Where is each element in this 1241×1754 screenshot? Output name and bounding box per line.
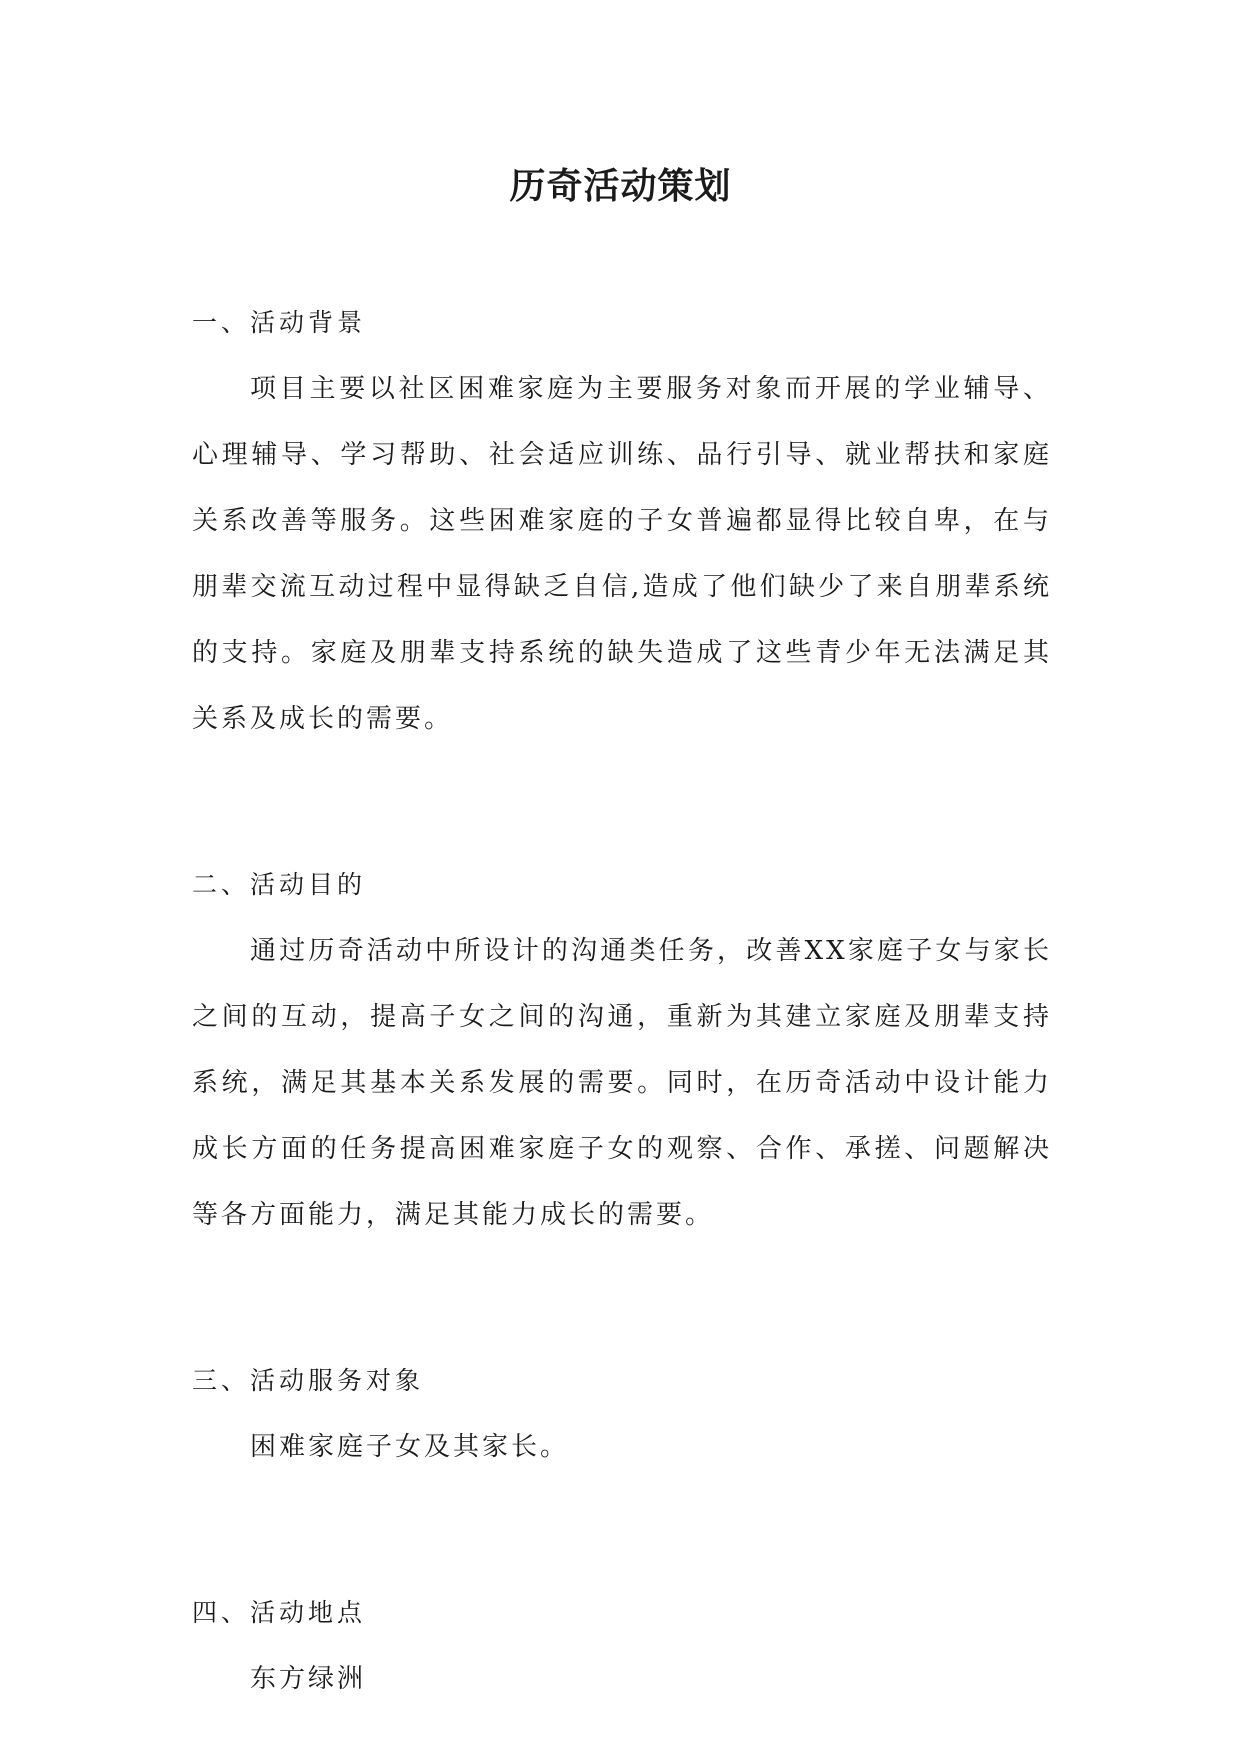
section-heading: 四、活动地点 — [192, 1598, 367, 1627]
section-target — [192, 1348, 1052, 1480]
section-paragraph: 项目主要以社区困难家庭为主要服务对象而开展的学业辅导、心理辅导、学习帮助、社会适应训练、品行引导、就业帮扶和家庭关系改善等服务。这些困难家庭的子女普遍都显得比较自卑，在与朋辈交流互动过程中显得缺乏自信,造成了他们缺少了来自朋辈系统的支持。家庭及朋辈支持系统的缺失造成了这些青少年无法满足其关系及成长的需要。 — [192, 374, 1052, 734]
spacer — [192, 1480, 1052, 1546]
section-background — [192, 290, 1052, 752]
spacer — [192, 1314, 1052, 1348]
section-paragraph: 东方绿洲 — [250, 1664, 367, 1694]
section-purpose — [192, 852, 1052, 1248]
spacer — [192, 818, 1052, 852]
section-location — [192, 1580, 1052, 1712]
section-heading: 三、活动服务对象 — [192, 1366, 425, 1395]
section-paragraph: 困难家庭子女及其家长。 — [250, 1432, 570, 1462]
section-heading: 二、活动目的 — [192, 870, 367, 899]
spacer — [192, 752, 1052, 818]
section-heading: 一、活动背景 — [192, 308, 367, 337]
spacer — [192, 1248, 1052, 1314]
section-paragraph: 通过历奇活动中所设计的沟通类任务，改善XX家庭子女与家长之间的互动，提高子女之间的沟通，重新为其建立家庭及朋辈支持系统，满足其基本关系发展的需要。同时，在历奇活动中设计能力成长方面的任务提高困难家庭子女的观察、合作、承搓、问题解决等各方面能力，满足其能力成长的需要。 — [192, 936, 1052, 1230]
document-title: 历奇活动策划 — [509, 165, 732, 207]
document-body — [192, 290, 1052, 1712]
spacer — [192, 1546, 1052, 1580]
